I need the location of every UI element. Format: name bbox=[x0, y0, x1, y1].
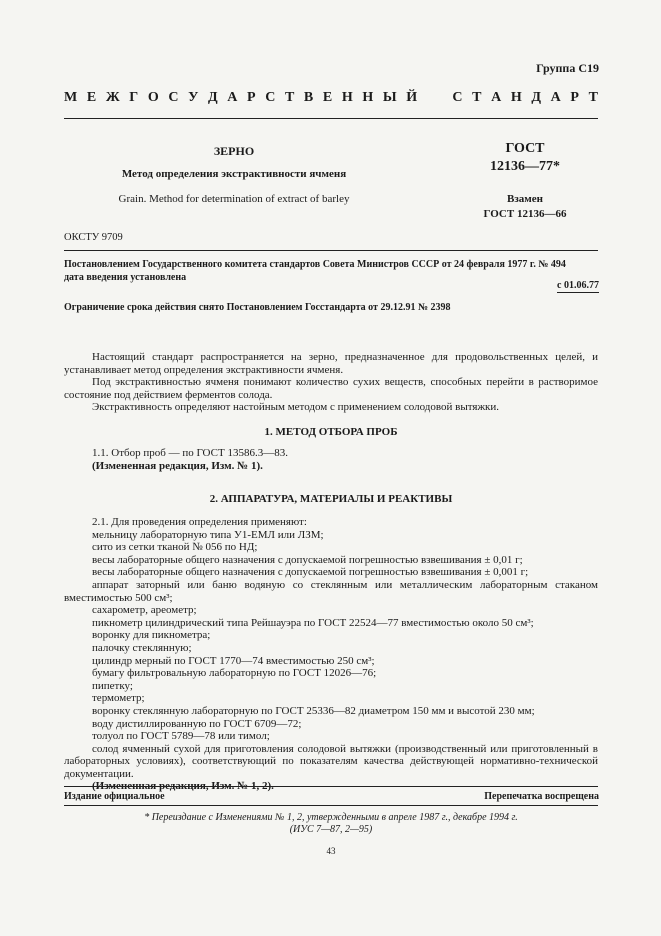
decree-text bbox=[64, 258, 598, 284]
decree-line-2: дата введения установлена bbox=[64, 272, 187, 283]
title-letter: А bbox=[227, 90, 238, 105]
equipment-item: весы лабораторные общего назначения с допускаемой погрешностью взвешивания ± 0,001 г; bbox=[92, 566, 529, 579]
section-2-body bbox=[64, 516, 598, 793]
equipment-item: пипетку; bbox=[92, 679, 133, 692]
equipment-item: сито из сетки тканой № 056 по НД; bbox=[92, 541, 258, 554]
intro-paragraph: Настоящий стандарт распространяется на зерно, предназначенное для продовольственных целей, и устанавливает метод определения экстрактивности ячменя. bbox=[64, 351, 598, 376]
title-letter: Н bbox=[510, 90, 522, 105]
title-letter: Т bbox=[588, 90, 598, 105]
title-letter: Р bbox=[247, 90, 256, 105]
title-letter: А bbox=[491, 90, 502, 105]
subject-title: ЗЕРНО bbox=[213, 144, 255, 158]
title-rule bbox=[64, 118, 598, 119]
title-letter: Д bbox=[531, 90, 542, 105]
intro-paragraph: Под экстрактивностью ячменя понимают количество сухих веществ, способных перейти в растворимое состояние под действием ферментов солода. bbox=[64, 376, 598, 401]
equipment-item: цилиндр мерный по ГОСТ 1770—74 вместимостью 250 см³; bbox=[92, 654, 375, 667]
reissue-note-line-1: * Переиздание с Изменениями № 1, 2, утвержденными в апреле 1987 г., декабре 1994 г. bbox=[144, 812, 518, 823]
title-letter: В bbox=[303, 90, 314, 105]
limit-note: Ограничение срока действия снято Постановлением Госстандарта от 29.12.91 № 2398 bbox=[64, 302, 451, 313]
decree-line-1: Постановлением Государственного комитета стандартов Совета Министров СССР от 24 февраля 1977 г. № 494 bbox=[64, 259, 566, 270]
method-title-en: Grain. Method for determination of extract of barley bbox=[118, 193, 350, 205]
okstu-code: ОКСТУ 9709 bbox=[64, 232, 123, 243]
title-letter: С bbox=[452, 90, 463, 105]
title-letter: Г bbox=[129, 90, 139, 105]
equipment-item: палочку стеклянную; bbox=[92, 641, 192, 654]
title-letter: Т bbox=[284, 90, 295, 105]
equipment-item: пикнометр цилиндрический типа Рейшауэра по ГОСТ 22524—77 вместимостью около 50 см³; bbox=[92, 616, 534, 629]
gost-number: 12136—77* bbox=[490, 159, 560, 174]
title-letter: А bbox=[550, 90, 561, 105]
title-letter: Р bbox=[570, 90, 579, 105]
replaces-number: ГОСТ 12136—66 bbox=[483, 208, 567, 220]
title-letter: Й bbox=[406, 90, 418, 105]
replaces-label: Взамен bbox=[507, 193, 543, 205]
intro-text bbox=[64, 351, 598, 414]
title-letter: Ы bbox=[382, 90, 397, 105]
title-letter: Т bbox=[472, 90, 482, 105]
reissue-note bbox=[64, 812, 598, 836]
title-letter: Н bbox=[362, 90, 374, 105]
equipment-item: аппарат заторный или баню водяную со стеклянным или металлическим лабораторным стаканом вместимостью 500 см³; bbox=[64, 578, 598, 604]
page-number: 43 bbox=[326, 846, 336, 856]
equipment-item: мельницу лабораторную типа У1-ЕМЛ или ЛЗМ; bbox=[92, 528, 324, 541]
equipment-item: солод ячменный сухой для приготовления солодовой вытяжки (производственный или приготовленный в лабораторных условиях), соответствующий по показателям качества действующей нормативно-технической документации. bbox=[64, 742, 598, 780]
title-letter: С bbox=[265, 90, 276, 105]
effective-date: с 01.06.77 bbox=[557, 280, 599, 291]
section-2-amendment: (Измененная редакция, Изм. № 1, 2). bbox=[92, 780, 274, 793]
title-letter: Е bbox=[322, 90, 333, 105]
okstu-rule bbox=[64, 250, 598, 251]
replaces-block bbox=[462, 192, 588, 222]
group-code: Группа С19 bbox=[536, 61, 599, 75]
title-letter: Ж bbox=[105, 90, 120, 105]
edition-official: Издание официальное bbox=[64, 791, 165, 802]
standard-title bbox=[64, 90, 598, 106]
equipment-item: воронку стеклянную лабораторную по ГОСТ 25336—82 диаметром 150 мм и высотой 230 мм; bbox=[92, 704, 535, 717]
footer-rule-bottom bbox=[64, 805, 598, 806]
title-letter: Е bbox=[86, 90, 97, 105]
title-letter: Д bbox=[208, 90, 218, 105]
reprint-prohibited: Перепечатка воспрещена bbox=[484, 791, 599, 802]
section-1-text: 1.1. Отбор проб — по ГОСТ 13586.3—83. bbox=[92, 447, 288, 459]
title-letter: Н bbox=[341, 90, 353, 105]
title-letter: У bbox=[188, 90, 199, 105]
equipment-item: воронку для пикнометра; bbox=[92, 629, 211, 642]
method-title-ru: Метод определения экстрактивности ячменя bbox=[121, 168, 347, 180]
reissue-note-line-2: (ИУС 7—87, 2—95) bbox=[289, 824, 373, 835]
title-letter: О bbox=[147, 90, 159, 105]
section-1-body bbox=[64, 447, 598, 472]
equipment-item: воду дистиллированную по ГОСТ 6709—72; bbox=[92, 717, 302, 730]
equipment-item: сахарометр, ареометр; bbox=[92, 604, 197, 617]
title-letter: М bbox=[64, 90, 78, 105]
gost-label: ГОСТ bbox=[505, 141, 545, 156]
equipment-item: весы лабораторные общего назначения с допускаемой погрешностью взвешивания ± 0,01 г; bbox=[92, 553, 523, 566]
equipment-item: толуол по ГОСТ 5789—78 или тимол; bbox=[92, 730, 270, 743]
title-letter: С bbox=[168, 90, 179, 105]
equipment-item: термометр; bbox=[92, 692, 145, 705]
equipment-item: бумагу фильтровальную лабораторную по ГОСТ 12026—76; bbox=[92, 667, 377, 680]
section-1-amendment: (Измененная редакция, Изм. № 1). bbox=[92, 459, 263, 472]
section-1-heading: 1. МЕТОД ОТБОРА ПРОБ bbox=[264, 426, 398, 438]
footer-rule bbox=[64, 786, 598, 787]
gost-designation bbox=[470, 140, 580, 176]
section-2-lead: 2.1. Для проведения определения применяют: bbox=[92, 516, 307, 528]
intro-paragraph: Экстрактивность определяют настойным методом с применением солодовой вытяжки. bbox=[92, 401, 500, 414]
section-2-heading: 2. АППАРАТУРА, МАТЕРИАЛЫ И РЕАКТИВЫ bbox=[209, 493, 453, 505]
